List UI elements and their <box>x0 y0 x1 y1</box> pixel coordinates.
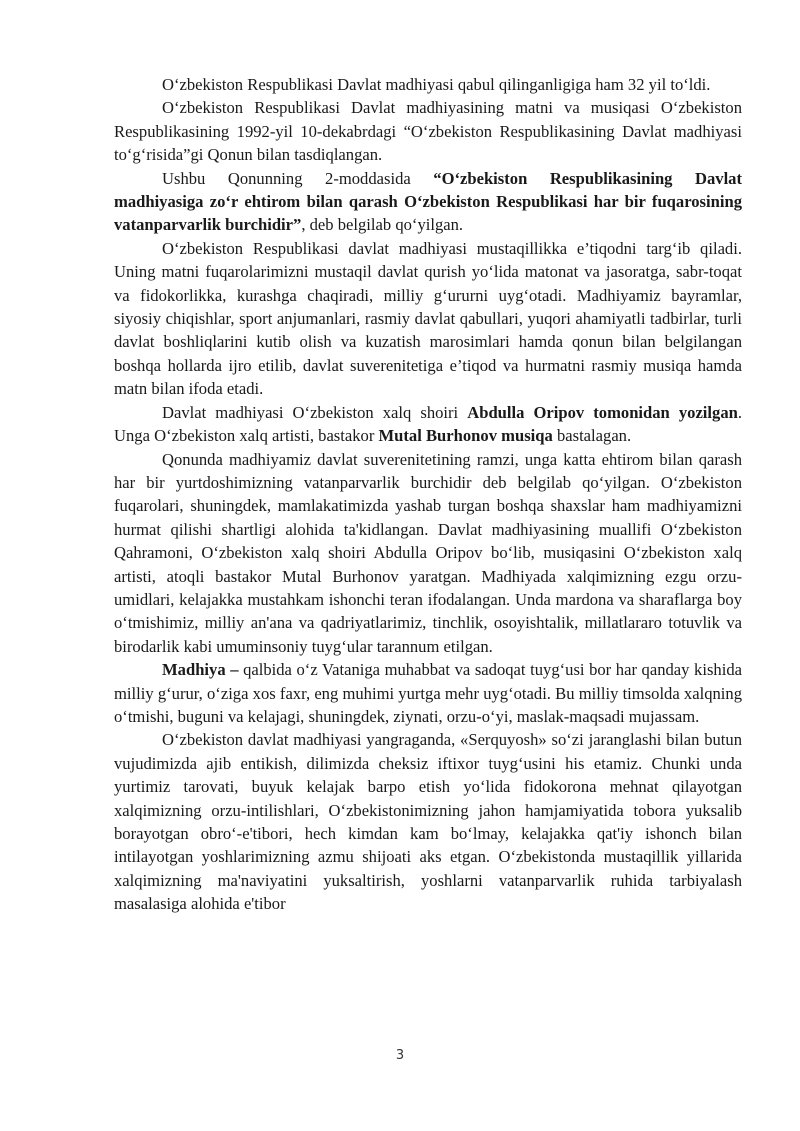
paragraph-text: O‘zbekiston Respublikasi Davlat madhiyasi qabul qilinganligiga ham 32 yil to‘ldi. <box>162 75 711 94</box>
paragraph-text: O‘zbekiston davlat madhiyasi yangraganda, «Serquyosh» so‘zi jaranglashi bilan butun vujudimizda ajib entikish, dilimizda cheksiz iftixor tuyg‘usini his etamiz. Chunki unda yurtimiz tarovati, buyuk kelajak barpo etish yo‘lida fidokorona mehnat qilayotgan xalqimizning orzu-intilishlari, O‘zbekistonimizning jahon hamjamiyatida tobora yuksalib borayotgan obro‘-e'tibori, hech kimdan kam bo‘lmay, kelajakka qat'iy ishonch bilan intilayotgan yoshlarimizning azmu shijoati aks etgan. O‘zbekistonda mustaqillik yillarida xalqimizning ma'naviyatini yuksaltirish, yoshlarni vatanparvarlik ruhida tarbiyalash masalasiga alohida e'tibor <box>114 730 742 914</box>
paragraph-text: Davlat madhiyasi O‘zbekiston xalq shoiri <box>162 402 468 422</box>
paragraph-anniversary <box>114 73 742 96</box>
bold-quote: “O‘zbekiston Respublikasining Davlat madhiyasiga zo‘r ehtirom bilan qarash O‘zbekiston Respublikasi har bir fuqarosining vatanparvarlik burchidir” <box>114 168 743 235</box>
bold-author: Abdulla Oripov tomonidan yozilgan <box>467 402 738 422</box>
paragraph-text: , deb belgilab qo‘yilgan. <box>301 215 464 235</box>
document-body <box>114 73 742 916</box>
paragraph-authors <box>114 401 742 448</box>
paragraph-text: bastalagan. <box>552 426 632 446</box>
paragraph-sovereignty <box>114 448 742 659</box>
paragraph-anthem-purpose <box>114 237 742 401</box>
paragraph-law-approval <box>114 96 742 166</box>
paragraph-text: Qonunda madhiyamiz davlat suverenitetining ramzi, unga katta ehtirom bilan qarash har bir yurtdoshimizning vatanparvarlik burchidir deb belgilab qo‘yilgan. O‘zbekiston fuqarolari, shuningdek, mamlakatimizda yashab turgan boshqa shaxslar ham madhiyamizni hurmat qilishi shartligi alohida ta'kidlangan. Davlat madhiyasining muallifi O‘zbekiston Qahramoni, O‘zbekiston xalq shoiri Abdulla Oripov bo‘lib, musiqasini O‘zbekiston xalq artisti, atoqli bastakor Mutal Burhonov yaratgan. Madhiyada xalqimizning ezgu orzu-umidlari, kelajakka mustahkam ishonchi teran ifodalangan. Unda mardona va sharaflarga boy o‘tmishimiz, milliy an'ana va qadriyatlarimiz, tinchlik, osoyishtalik, millatlararo totuvlik va birodarlik kabi umuminsoniy tuyg‘ular tarannum etilgan. <box>114 449 742 656</box>
paragraph-text: O‘zbekiston Respublikasi Davlat madhiyasining matni va musiqasi O‘zbekiston Respublikasining 1992-yil 10-dekabrdagi “O‘zbekiston Respublikasining Davlat madhiyasi to‘g‘risida”gi Qonun bilan tasdiqlangan. <box>114 98 742 165</box>
bold-composer: Mutal Burhonov musiqa <box>378 426 553 446</box>
page-number: 3 <box>395 1048 405 1063</box>
bold-term: Madhiya – <box>162 660 239 680</box>
paragraph-serquyosh <box>114 728 742 915</box>
paragraph-text: qalbida o‘z Vataniga muhabbat va sadoqat tuyg‘usi bor har qanday kishida milliy g‘urur, o‘ziga xos faxr, eng muhimi yurtga mehr uyg‘otadi. Bu milliy timsolda xalqning o‘tmishi, buguni va kelajagi, shuningdek, ziynati, orzu-o‘yi, maslak-maqsadi mujassam. <box>114 660 742 726</box>
paragraph-madhiya-definition <box>114 658 742 728</box>
paragraph-text: . Unga O‘zbekiston xalq artisti, bastakor <box>114 402 743 446</box>
paragraph-text: Ushbu Qonunning 2-moddasida <box>162 168 434 188</box>
paragraph-text: O‘zbekiston Respublikasi davlat madhiyasi mustaqillikka e’tiqodni targ‘ib qiladi. Uning matni fuqarolarimizni mustaqil davlat qurish yo‘lida matonat va jasoratga, sabr-toqat va fidokorlikka, kurashga chaqiradi, milliy g‘ururni uyg‘otadi. Madhiyamiz bayramlar, siyosiy chiqishlar, sport anjumanlari, rasmiy davlat qabullari, yuqori ahamiyatli tadbirlar, turli davlat boshliqlarini kutib olish va kuzatish marosimlari hamda qonun bilan belgilangan boshqa hollarda ijro etilib, davlat suverenitetiga e’tiqod va hurmatni rasmiy musiqa hamda matn bilan ifoda etadi. <box>114 238 742 399</box>
paragraph-article-2 <box>114 167 742 237</box>
